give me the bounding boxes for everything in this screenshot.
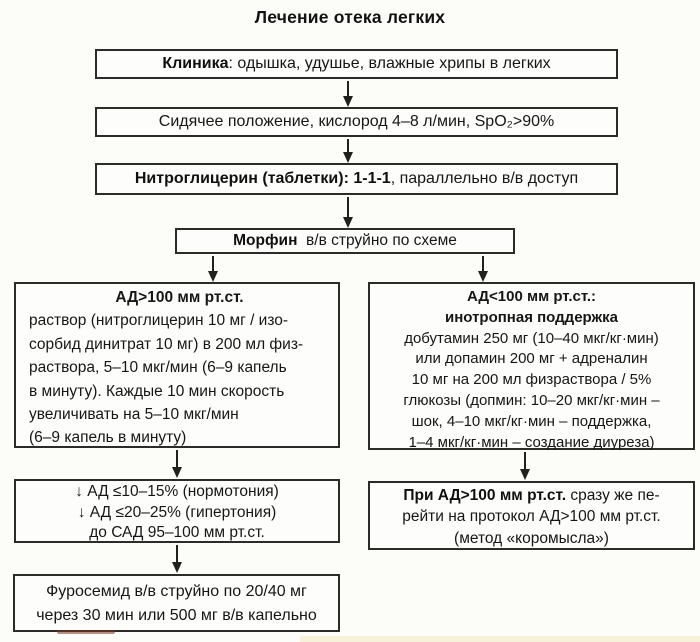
- arrow-lowbp-to-protocol: [524, 452, 526, 470]
- high-bp-line: увеличивать на 5–10 мкг/мин: [29, 406, 239, 424]
- high-bp-line: (6–9 капель в минуту): [29, 429, 187, 447]
- arrow-target-to-furosemide: [176, 545, 178, 563]
- furosemide-box: [13, 574, 340, 632]
- oxygen-box: [95, 107, 618, 137]
- nitro-bold-label: Нитроглицерин (таблетки): 1-1-1: [134, 170, 391, 187]
- protocol-line3: (метод «коромысла»): [454, 529, 609, 547]
- high-bp-line: раствор (нитроглицерин 10 мг / изо-: [29, 312, 289, 330]
- scan-artifact-smudge: [57, 630, 115, 634]
- morphine-rest: в/в струйно по схеме: [301, 232, 457, 250]
- nitro-rest: , параллельно в/в доступ: [390, 170, 579, 187]
- clinic-box: [95, 49, 618, 79]
- high-bp-line: раствора, 5–10 мкг/мин (6–9 капель: [29, 359, 287, 377]
- arrow-morphine-to-highbp: [212, 256, 214, 272]
- low-bp-box: [368, 282, 695, 450]
- protocol-rest: сразу же пе-: [566, 487, 660, 504]
- furosemide-line1: Фуросемид в/в струйно по 20/40 мг: [46, 583, 307, 600]
- clinic-bold-label: Клиника: [162, 55, 229, 72]
- low-bp-line: глюкозы (допмин: 10–20 мкг/кг·мин –: [403, 391, 660, 409]
- low-bp-line: 10 мг на 200 мл физраствора / 5%: [411, 371, 652, 389]
- high-bp-heading: АД>100 мм рт.ст.: [115, 289, 244, 306]
- high-bp-line: в минуту). Каждые 10 мин скорость: [29, 382, 285, 400]
- low-bp-line: или допамин 200 мг + адреналин: [415, 350, 648, 368]
- scan-artifact-tint: [300, 636, 700, 642]
- nitro-text: [135, 169, 578, 189]
- bp-reduction-box: [14, 479, 340, 543]
- protocol-line2: рейти на протокол АД>100 мм рт.ст.: [402, 508, 661, 526]
- bp-target-line: ↓ АД ≤10–15% (нормотония): [75, 483, 279, 500]
- page-title: Лечение отека легких: [254, 7, 446, 27]
- protocol-line1: [370, 485, 693, 506]
- morphine-text: [233, 231, 457, 250]
- arrow-nitro-to-morphine: [347, 197, 349, 218]
- protocol-switch-box: [368, 481, 695, 550]
- low-bp-line: шок, 4–10 мкг/кг·мин – поддержка,: [411, 412, 652, 430]
- arrow-morphine-to-lowbp: [482, 256, 484, 272]
- high-bp-box: [14, 282, 340, 448]
- morphine-box: [175, 228, 515, 254]
- low-bp-heading-line2: инотропная поддержка: [445, 308, 618, 326]
- furosemide-line2: через 30 мин или 500 мг в/в капельно: [36, 607, 317, 624]
- clinic-text: [162, 54, 550, 74]
- clinic-rest: : одышка, удушье, влажные хрипы в легких: [228, 55, 551, 72]
- low-bp-heading-line1: АД<100 мм рт.ст.:: [466, 288, 597, 305]
- bp-target-line: до САД 95–100 мм рт.ст.: [89, 524, 265, 541]
- morphine-bold-label: Морфин: [233, 232, 298, 250]
- low-bp-line: 1–4 мкг/кг·мин – создание диуреза): [408, 433, 655, 451]
- arrow-oxygen-to-nitro: [347, 139, 349, 153]
- nitroglycerin-box: [95, 163, 618, 195]
- protocol-bold-label: При АД>100 мм рт.ст.: [403, 487, 567, 504]
- bp-target-line: ↓ АД ≤20–25% (гипертония): [77, 503, 277, 521]
- oxygen-text: Сидячее положение, кислород 4–8 л/мин, SpO₂>90%: [158, 113, 555, 130]
- arrow-highbp-to-target: [176, 450, 178, 468]
- low-bp-line: добутамин 250 мг (10–40 мкг/кг·мин): [404, 329, 659, 347]
- arrow-clinic-to-oxygen: [347, 81, 349, 97]
- high-bp-line: сорбид динитрат 10 мг) в 200 мл физ-: [29, 335, 304, 353]
